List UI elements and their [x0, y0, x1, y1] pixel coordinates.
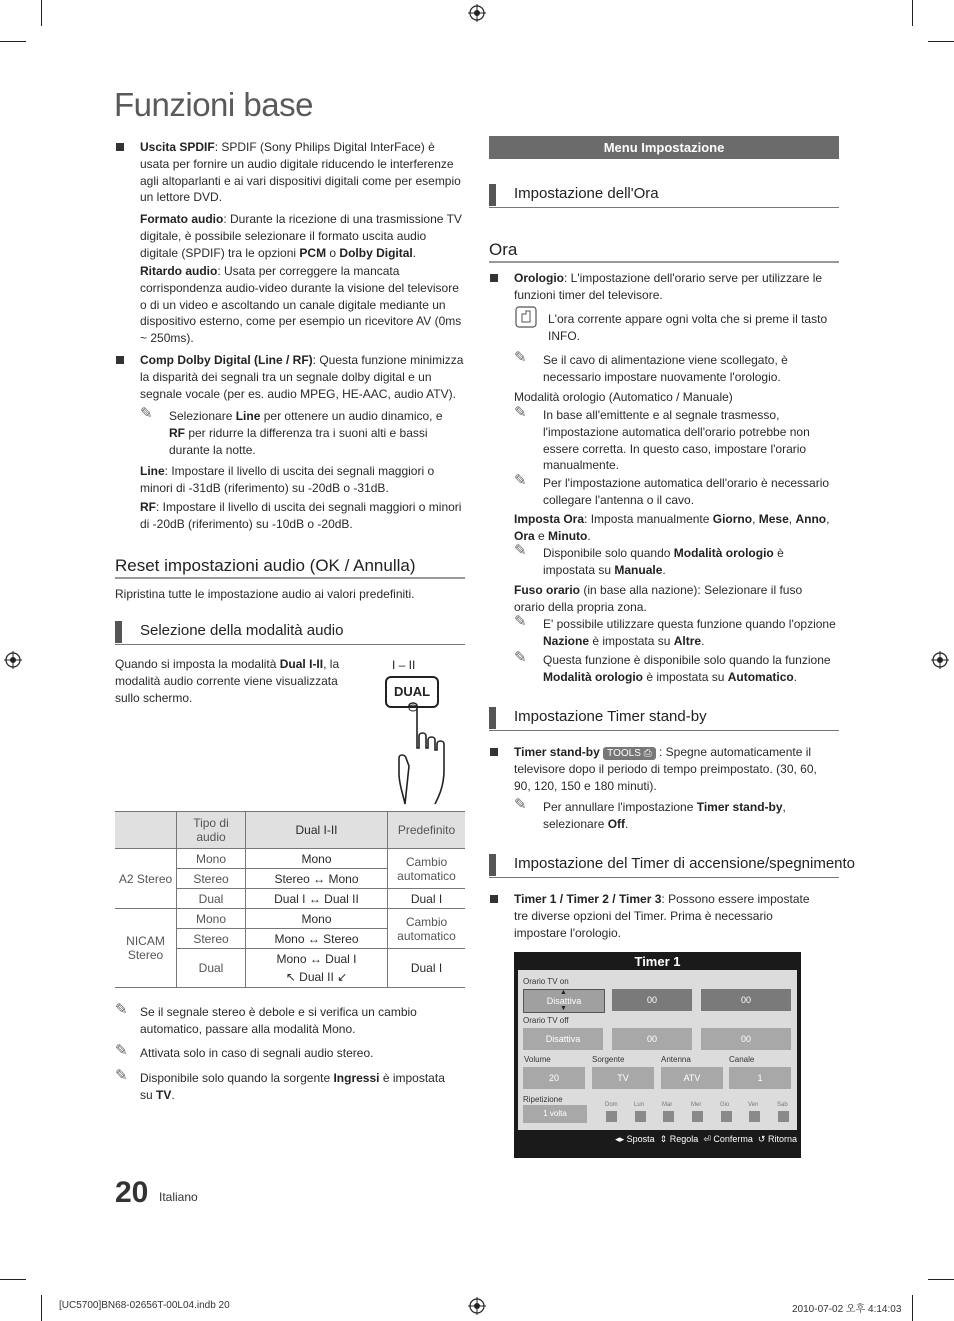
osd-day-checkbox[interactable]	[635, 1111, 646, 1122]
impostazione-ora-heading: Impostazione dell'Ora	[514, 185, 659, 202]
heading-rule	[115, 577, 465, 579]
reset-heading: Reset impostazioni audio (OK / Annulla)	[115, 556, 416, 575]
osd-on-hour[interactable]: 00	[612, 989, 692, 1011]
note-pencil-icon: ✎	[115, 1001, 128, 1018]
ritardo-audio-paragraph: Ritardo audio: Usata per correggere la mancata corrispondenza audio-video durante la visione del televisore o di un video e ascoltando un canale digitale mediante un dispositivo esterno, come per esempio un ricevitore AV (0ms ~ 250ms).	[140, 264, 462, 346]
questa-funzione-note: Questa funzione è disponibile solo quando la funzione Modalità orologio è impostata su Automatico.	[543, 653, 831, 684]
osd-label: Orario TV off	[523, 1016, 569, 1025]
note-pencil-icon: ✎	[514, 613, 527, 630]
osd-day-label: Mar	[662, 1102, 673, 1108]
info-note: L'ora corrente appare ogni volta che si preme il tasto INFO.	[548, 312, 828, 343]
osd-source[interactable]: TV	[592, 1067, 654, 1089]
registration-mark-icon	[468, 4, 486, 22]
osd-day-label: Dom	[605, 1102, 618, 1108]
note-pencil-icon: ✎	[115, 1067, 128, 1084]
osd-day-label: Sab	[777, 1102, 788, 1108]
table-cell: Cambio automatico	[388, 849, 466, 889]
heading-rule	[489, 877, 839, 878]
timer-standby-heading: Impostazione Timer stand-by	[514, 708, 707, 725]
osd-antenna[interactable]: ATV	[661, 1067, 723, 1089]
table-header-cell: Dual I-II	[246, 812, 388, 849]
osd-volume[interactable]: 20	[523, 1067, 585, 1089]
osd-title: Timer 1	[634, 954, 681, 969]
table-cell: Dual I	[388, 949, 466, 988]
page-title: Funzioni base	[114, 86, 313, 123]
memo-icon	[515, 306, 537, 328]
heading-rule	[489, 207, 839, 208]
heading-rule	[115, 644, 465, 645]
table-cell: Stereo	[177, 869, 246, 889]
fuso-note: E' possibile utilizzare questa funzione quando l'opzione Nazione è impostata su Altre.	[543, 617, 836, 648]
osd-label: Volume	[524, 1055, 551, 1064]
audio-mode-table	[115, 811, 465, 988]
table-group-a2: A2 Stereo	[115, 849, 177, 909]
up-down-arrow-icon: ⇕	[659, 1134, 668, 1144]
osd-label: Antenna	[661, 1055, 691, 1064]
table-header-cell: Predefinito	[388, 812, 466, 849]
table-cell: Mono	[246, 909, 388, 929]
arrow-down-icon: ▼	[560, 1005, 567, 1012]
osd-off-field[interactable]: Disattiva	[523, 1028, 603, 1050]
note-pencil-icon: ✎	[514, 404, 527, 421]
note-pencil-icon: ✎	[514, 542, 527, 559]
heading-bar	[489, 184, 496, 206]
table-header-cell: Tipo di audio	[177, 812, 246, 849]
bullet-icon	[116, 143, 124, 151]
footer-date: 2010-07-02 오후 4:14:03	[792, 1304, 902, 1315]
table-cell: Stereo	[177, 929, 246, 949]
spdif-paragraph: Uscita SPDIF: SPDIF (Sony Philips Digital InterFace) è usata per fornire un audio digitale riducendo le interferenze agli altoparlanti e ai vari dispositivi digitali come per esempio un lettore DVD.	[140, 140, 461, 205]
tools-badge: TOOLS ⎙	[603, 747, 656, 760]
formato-audio-paragraph: Formato audio: Durante la ricezione di una trasmissione TV digitale, è possibile selezionare il formato uscita audio digitale (SPDIF) tra le opzioni PCM o Dolby Digital.	[140, 212, 462, 260]
osd-off-minute[interactable]: 00	[701, 1028, 791, 1050]
return-icon: ↺	[757, 1134, 766, 1144]
note-stereo-weak: Se il segnale stereo è debole e si verifica un cambio automatico, passare alla modalità Mono.	[140, 1005, 417, 1036]
osd-day-checkbox[interactable]	[778, 1111, 789, 1122]
osd-day-checkbox[interactable]	[721, 1111, 732, 1122]
osd-channel[interactable]: 1	[729, 1067, 791, 1089]
osd-day-label: Ven	[748, 1102, 759, 1108]
standby-paragraph: Timer stand-by TOOLS ⎙ : Spegne automaticamente il televisore dopo il periodo di tempo preimpostato. (30, 60, 90, 120, 150 e 180 minuti).	[514, 745, 817, 793]
reset-text: Ripristina tutte le impostazione audio ai valori predefiniti.	[115, 587, 415, 601]
arrow-up-icon: ▲	[560, 989, 567, 996]
table-cell: Dual	[177, 889, 246, 909]
note-ingressi: Disponibile solo quando la sorgente Ingressi è impostata su TV.	[140, 1071, 445, 1102]
osd-nav-bar: ◂▸ Sposta ⇕ Regola ⏎ Conferma ↺ Ritorna	[615, 1134, 797, 1144]
osd-day-label: Lun	[634, 1102, 645, 1108]
note-pencil-icon: ✎	[514, 796, 527, 813]
osd-day-checkbox[interactable]	[692, 1111, 703, 1122]
cavo-note: Se il cavo di alimentazione viene scollegato, è necessario impostare nuovamente l'orologio.	[543, 353, 788, 384]
note-pencil-icon: ✎	[514, 649, 527, 666]
selezione-heading: Selezione della modalità audio	[140, 622, 344, 639]
osd-label: Canale	[729, 1055, 755, 1064]
osd-day-checkbox[interactable]	[749, 1111, 760, 1122]
osd-day-checkbox[interactable]	[606, 1111, 617, 1122]
note-pencil-icon: ✎	[115, 1042, 128, 1059]
bullet-icon	[116, 356, 124, 364]
footer-file: [UC5700]BN68-02656T-00L04.indb 20	[59, 1300, 230, 1311]
table-cell: Dual I ↔ Dual II	[246, 889, 388, 909]
timer-accensione-heading: Impostazione del Timer di accensione/spegnimento	[514, 855, 856, 872]
bullet-icon	[490, 274, 498, 282]
osd-off-hour[interactable]: 00	[612, 1028, 692, 1050]
registration-mark-icon	[931, 651, 949, 669]
note-pencil-icon: ✎	[514, 472, 527, 489]
bullet-icon	[490, 748, 498, 756]
language-label: Italiano	[159, 1190, 198, 1204]
osd-on-minute[interactable]: 00	[701, 989, 791, 1011]
bullet-icon	[490, 895, 498, 903]
dual-button[interactable]: DUAL	[385, 676, 439, 708]
timer-osd-screen	[514, 952, 801, 1158]
osd-day-label: Mer	[691, 1102, 702, 1108]
timer-paragraph: Timer 1 / Timer 2 / Timer 3: Possono essere impostate tre diverse opzioni del Timer. Prima è necessario impostare l'orologio.	[514, 892, 810, 940]
osd-label: Orario TV on	[523, 977, 569, 986]
menu-impostazione-heading: Menu Impostazione	[489, 136, 839, 159]
table-group-nicam: NICAM Stereo	[115, 909, 177, 988]
table-cell: Mono ↔ Stereo	[246, 929, 388, 949]
orologio-paragraph: Orologio: L'impostazione dell'orario serve per utilizzare le funzioni timer del televisore.	[514, 271, 823, 302]
table-header-cell	[115, 812, 177, 849]
heading-rule	[489, 261, 839, 263]
modalita-orologio-heading: Modalità orologio (Automatico / Manuale)	[514, 390, 733, 404]
comp-note: Selezionare Line per ottenere un audio dinamico, e RF per ridurre la differenza tra i suoni alti e bassi durante la notte.	[169, 409, 443, 457]
selezione-text: Quando si imposta la modalità Dual I-II, la modalità audio corrente viene visualizzata sullo schermo.	[115, 657, 340, 705]
registration-mark-icon	[468, 1297, 486, 1315]
table-cell: Mono	[177, 849, 246, 869]
imposta-ora-paragraph: Imposta Ora: Imposta manualmente Giorno, Mese, Anno, Ora e Minuto.	[514, 512, 830, 543]
table-cell: Mono	[246, 849, 388, 869]
note-pencil-icon: ✎	[514, 349, 527, 366]
heading-bar	[489, 707, 496, 729]
table-cell: Stereo ↔ Mono	[246, 869, 388, 889]
standby-note: Per annullare l'impostazione Timer stand-by, selezionare Off.	[543, 800, 786, 831]
fuso-orario-paragraph: Fuso orario (in base alla nazione): Selezionare il fuso orario della propria zona.	[514, 583, 803, 614]
heading-bar	[115, 621, 122, 643]
left-right-arrow-icon: ◂▸	[615, 1134, 625, 1144]
imposta-note: Disponibile solo quando Modalità orologio è impostata su Manuale.	[543, 546, 784, 577]
heading-bar	[489, 854, 496, 876]
table-cell: Cambio automatico	[388, 909, 466, 949]
hand-pointer-icon	[395, 700, 465, 805]
note-stereo-only: Attivata solo in caso di segnali audio stereo.	[140, 1046, 374, 1060]
note-pencil-icon: ✎	[140, 405, 153, 422]
table-cell: Dual I	[388, 889, 466, 909]
comp-dolby-paragraph: Comp Dolby Digital (Line / RF): Questa funzione minimizza la disparità dei segnali tra un segnale dolby digital e un segnale vocale (per es. audio MPEG, HE-AAC, audio ATV).	[140, 353, 464, 401]
table-cell: Mono	[177, 909, 246, 929]
modalita-note-2: Per l'impostazione automatica dell'orario è necessario collegare l'antenna o il cavo.	[543, 476, 830, 507]
osd-on-field[interactable]: ▲ Disattiva ▼	[523, 989, 605, 1013]
osd-day-label: Gio	[720, 1102, 730, 1108]
enter-icon: ⏎	[703, 1134, 711, 1144]
osd-repeat[interactable]: 1 volta	[523, 1105, 587, 1123]
line-paragraph: Line: Impostare il livello di uscita dei segnali maggiori o minori di -31dB (riferimento) su -20dB o -31dB.	[140, 464, 435, 495]
table-cell: Dual	[177, 949, 246, 988]
heading-rule	[489, 730, 839, 731]
remote-label: I – II	[392, 658, 416, 672]
osd-label: Ripetizione	[523, 1095, 563, 1104]
osd-label: Sorgente	[592, 1055, 625, 1064]
modalita-note-1: In base all'emittente e al segnale trasmesso, l'impostazione automatica dell'orario potrebbe non essere corretta. In questo caso, impostare l'orario manualmente.	[543, 408, 810, 473]
page-number: 20	[115, 1176, 149, 1209]
rf-paragraph: RF: Impostare il livello di uscita dei segnali maggiori o minori di -20dB (riferimento) su -10dB o -20dB.	[140, 500, 462, 531]
ora-heading: Ora	[489, 240, 518, 259]
registration-mark-icon	[4, 651, 22, 669]
osd-day-checkbox[interactable]	[663, 1111, 674, 1122]
table-cell: Mono ↔ Dual I ↖ Dual II ↙	[246, 949, 388, 988]
